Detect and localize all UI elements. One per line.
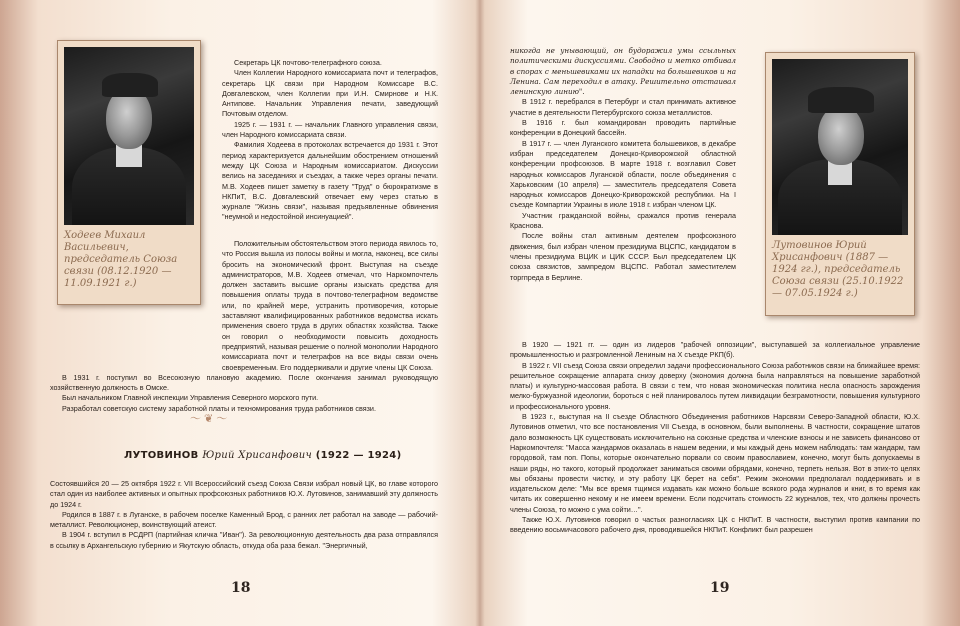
paragraph: Также Ю.Х. Лутовинов говорил о частых разногласиях ЦК с НКПиТ. В частности, выступил против кампании по введению восьмичасового рабочего дня, проводившейся НКПиТ. Конфликт был разрешен xyxy=(510,515,920,535)
left-portrait-photo xyxy=(64,47,194,225)
paragraph: Был начальником Главной инспекции Управления Северного морского пути. xyxy=(62,393,319,403)
left-top-column xyxy=(222,58,438,223)
paragraph: Разработал советскую систему заработной платы и техномирования труда работников связи. xyxy=(62,403,376,413)
right-top-column xyxy=(510,46,736,283)
paragraph: Секретарь ЦК почтово-телеграфного союза. xyxy=(234,58,382,67)
paragraph: В 1912 г. перебрался в Петербург и стал принимать активное участие в деятельности Петербургского союза металлистов. xyxy=(510,97,736,117)
left-wide-column xyxy=(50,239,438,414)
page-number-left: 18 xyxy=(231,580,251,596)
paragraph: В 1917 г. — член Луганского комитета большевиков, в декабре избран председателем Донецко-Криворожской областной конференции профсоюзов. В марте 1918 г. возглавил Совет народных комиссаров Луганской области, после объединения с Харьковским (10 апреля) — заместитель председателя Совета народных комиссаров Донецко-Криворожской республики. На I съезде Компартии Украины в июле 1918 г. избран членом ЦК. xyxy=(510,138,736,210)
right-photo-frame xyxy=(765,52,915,316)
paragraph: В 1920 — 1921 гг. — один из лидеров "рабочей оппозиции", выступавшей за коллегиальное управление промышленностью и разгромленной Лениным на X съезде РКП(б). xyxy=(510,340,920,360)
paragraph: В 1923 г., выступая на II съезде Областного Объединения работников Нарсвязи Северо-Западной области, Ю.Х. Лутовинов отметил, что все постановления VII Съезда, в основном, были выполнены. В частности, сокращение штатов дало возможность ЦК существовать исключительно на союзные средства и членские взносы и не зависеть финансово от Наркомпочтеля: "Масса жандармов оказалась в нашем ведении, и мы каждый день можем наблюдать: там жандарм, там городовой, там поп. Попы, которые окончательно порвали со своим православием, конечно, могут быть допускаемы в наши ряды, но такого, который продолжает заниматься своими обрядами, конечно, терпеть нельзя. Вот в этих-то целях мы обязаны провести чистку, и эту работу ЦК берет на себя". Режим экономии предполагал поддерживать и в издательском деле: "Мы все время тщимся издавать как можно больше всякого рода журналов и книг, в то время как читать их совершенно некому и не имеем времени. Если подсчитать стоимость 22 журналов, тех, что должны прочесть члены Союза, то можно с ума сойти…". xyxy=(510,412,920,514)
left-bottom-column xyxy=(50,479,438,551)
section-heading xyxy=(124,450,401,461)
paragraph: Положительным обстоятельством этого периода явилось то, что Россия вышла из полосы войны и могла, наконец, все силы бросить на экономический фронт. Выступая на съезде администраторов, М.В. Ходеев отмечал, что Наркомпочтель должен заставить высшие органы изыскать средства для повышения оплаты труда в почтово-телеграфном ведомстве или, по крайней мере, устранить противоречия, которые заставляют квалифицированных работников ведомства искать применения своего труда в других областях хозяйства. Также он говорил о необходимости повысить доходность предприятий, называя решение о полной монополии Народного комиссариата почт и телеграфов на все виды связи очень своевременным. Его поддерживали и другие члены ЦК Союза. xyxy=(222,239,438,372)
quote-continuation: никогда не унывающий, он будоражил умы ссыльных политическими дискуссиями. Свободно и метко отбивал в спорах с меньшевиками их нападки на большевиков и на Ленина. Сам переходил в атаку. Решительно отстаивал ленинскую линию". xyxy=(510,46,736,97)
paragraph: В 1904 г. вступил в РСДРП (партийная кличка "Иван"). За революционную деятельность два раза отправлялся в ссылку в Архангельскую губернию и Якутскую область, откуда оба раза бежал. "Энергичный, xyxy=(50,530,438,550)
right-portrait-photo xyxy=(772,59,908,235)
heading-years: (1922 — 1924) xyxy=(315,450,402,461)
paragraph: В 1922 г. VII съезд Союза связи определил задачи профессионального Союза работников связи на ближайшее время: решительное сокращение аппарата снизу доверху (экономия должна была направляться на повышение заработной платы) и культурно-массовая работа. В связи с тем, что новая экономическая политика несла опасность зарождения мелко-буржуазной идеологии, бороться с ней планировалось путем ликвидации безграмотности, повышения культурного и профессионального уровня. xyxy=(510,360,920,411)
paragraph: Фамилия Ходеева в протоколах встречается до 1931 г. Этот период характеризуется дальнейшим обострением отношений между ЦК Союза и Народным комиссариатом. Дискуссии велись на заседаниях и съездах, а также через органы печати. М.В. Ходеев пишет заметку в газету "Труд" о бюрократизме в НКПиТ, В.С. Довгалевский отвечает ему через статью в журнале "Жизнь связи", называя предъявленные обвинения "неумной и недостойной инсинуацией". xyxy=(222,140,438,222)
paragraph: Родился в 1887 г. в Луганске, в рабочем поселке Каменный Брод, с ранних лет работал на заводе — рабочий-металлист. Революционер, воинствующий атеист. xyxy=(50,509,438,530)
paragraph: 1925 г. — 1931 г. — начальник Главного управления связи, член Народного комиссариата связи. xyxy=(222,119,438,140)
ornament-divider: 〜❦〜 xyxy=(190,413,231,425)
left-photo-caption: Ходеев Михаил Васильевич, председатель Союза связи (08.12.1920 — 11.09.1921 г.) xyxy=(64,230,178,289)
paragraph: После войны стал активным деятелем профсоюзного движения, был избран членом президиума ВЦСПС, кандидатом в члены президиума ВЦИК и ЦИК СССР. Был председателем ЦК союза связистов, зампредом ВЦСПС. Работал заместителем торгпреда в Берлине. xyxy=(510,231,736,282)
paragraph: Член Коллегии Народного комиссариата почт и телеграфов, секретарь ЦК связи при Народном Комиссаре В.С. Довгалевском, член Коллегии при И.Н. Смирнове и Н.К. Антипове. Начальник Управления печати, заведующий Почтовым отделом. xyxy=(222,68,438,119)
heading-surname: ЛУТОВИНОВ xyxy=(124,450,199,461)
paragraph: В 1916 г. был командирован проводить партийные конференции в Донецкий бассейн. xyxy=(510,118,736,138)
right-wide-column xyxy=(510,340,920,536)
paragraph: Состоявшийся 20 — 25 октября 1922 г. VII Всероссийский съезд Союза Связи избрал новый ЦК, во главе которого стал один из наиболее активных и опытных профсоюзных работников Ю.Х. Лутовинов, занимавший эту должность до 1924 г. xyxy=(50,479,438,509)
page-number-right: 19 xyxy=(710,580,730,596)
heading-given-name: Юрий Хрисанфович xyxy=(202,450,312,461)
paragraph: Участник гражданской войны, сражался против генерала Краснова. xyxy=(510,210,736,231)
right-photo-caption: Лутовинов Юрий Хрисанфович (1887 — 1924 гг.), председатель Союза связи (25.10.1922 — 07.05.1924 г.) xyxy=(772,240,904,299)
right-page xyxy=(480,0,960,626)
paragraph: В 1931 г. поступил во Всесоюзную плановую академию. После окончания занимал руководящую хозяйственную должность в Омске. xyxy=(50,372,438,393)
